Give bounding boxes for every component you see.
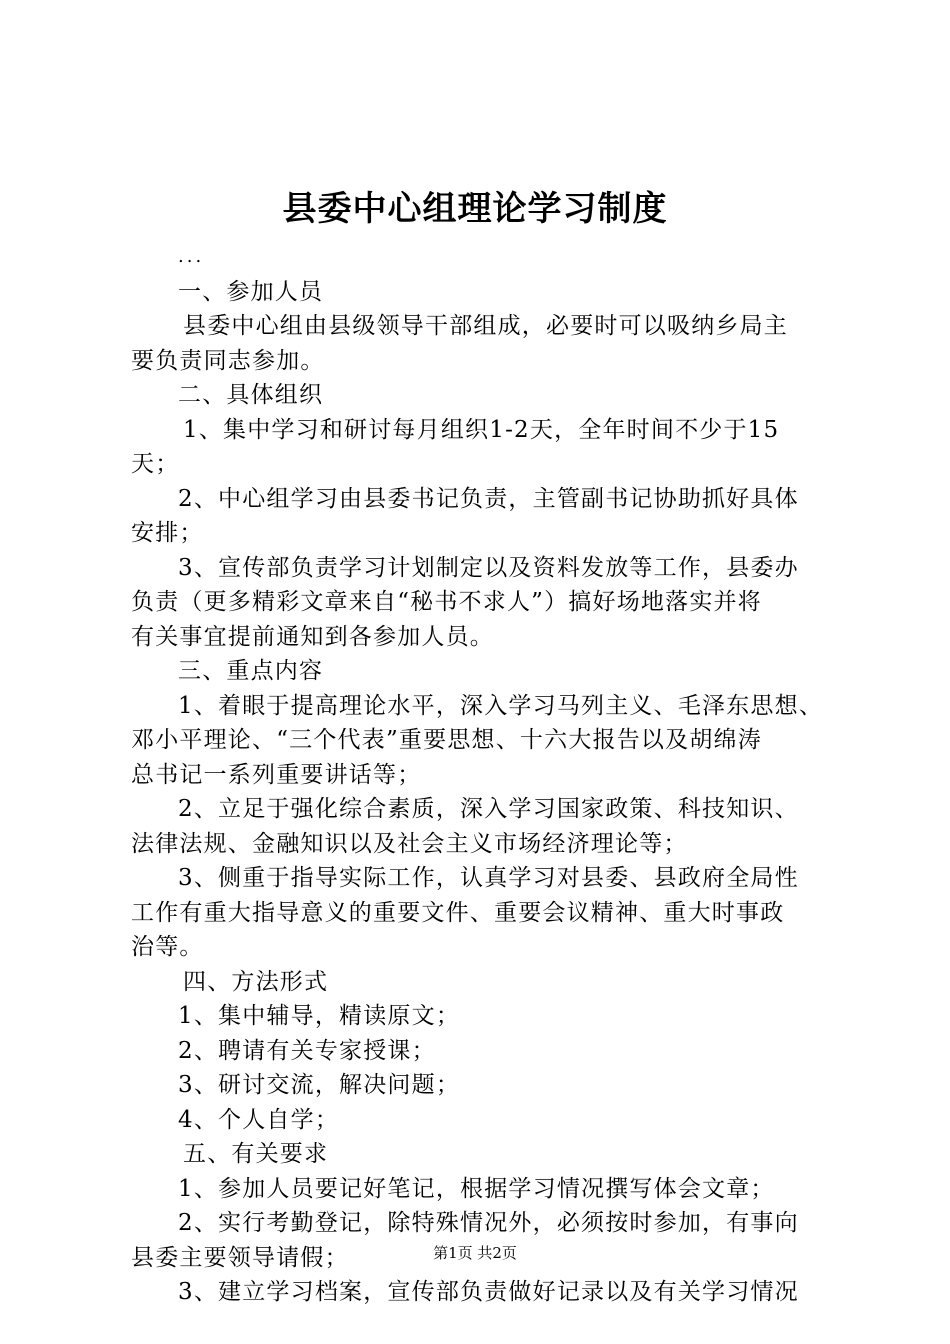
paragraph-line: 3、宣传部负责学习计划制定以及资料发放等工作，县委办 xyxy=(178,554,799,581)
paragraph-line: 邓小平理论、“三个代表”重要思想、十六大报告以及胡绵涛 xyxy=(131,727,762,753)
paragraph-line: 法律法规、金融知识以及社会主义市场经济理论等； xyxy=(131,830,688,857)
paragraph-line: 天； xyxy=(131,451,180,477)
ellipsis-line: ... xyxy=(178,246,205,267)
paragraph-line: 2、实行考勤登记，除特殊情况外，必须按时参加，有事向 xyxy=(178,1210,799,1236)
paragraph-line: 3、建立学习档案，宣传部负责做好记录以及有关学习情况 xyxy=(178,1279,799,1305)
paragraph-line: 总书记一系列重要讲话等； xyxy=(131,761,422,788)
page-footer: 第1页 共2页 xyxy=(433,1244,517,1262)
paragraph-line: 1、集中学习和研讨每月组织1-2天，全年时间不少于15 xyxy=(183,416,780,443)
paragraph-line: 有关事宜提前通知到各参加人员。 xyxy=(131,623,494,650)
paragraph-line: 治等。 xyxy=(131,934,204,960)
paragraph-line: 工作有重大指导意义的重要文件、重要会议精神、重大时事政 xyxy=(131,899,785,926)
section-heading: 一、参加人员 xyxy=(178,278,324,305)
paragraph-line: 要负责同志参加。 xyxy=(131,347,325,374)
section-heading: 四、方法形式 xyxy=(183,968,329,995)
paragraph-line: 2、立足于强化综合素质，深入学习国家政策、科技知识、 xyxy=(178,796,799,822)
list-item: 4、个人自学； xyxy=(178,1106,340,1133)
section-heading: 五、有关要求 xyxy=(183,1141,329,1167)
paragraph-line: 安排； xyxy=(131,520,204,546)
paragraph-line: 县委主要领导请假； xyxy=(131,1244,349,1271)
paragraph-line: 负责（更多精彩文章来自“秘书不求人”）搞好场地落实并将 xyxy=(131,589,762,615)
section-heading: 二、具体组织 xyxy=(178,382,324,408)
paragraph-line: 1、参加人员要记好笔记，根据学习情况撰写体会文章； xyxy=(178,1175,775,1202)
list-item: 1、集中辅导，精读原文； xyxy=(178,1003,461,1029)
paragraph-line: 2、中心组学习由县委书记负责，主管副书记协助抓好具体 xyxy=(178,485,799,512)
document-body xyxy=(131,240,841,1310)
list-item: 3、研讨交流，解决问题； xyxy=(178,1072,461,1098)
list-item: 2、聘请有关专家授课； xyxy=(178,1037,436,1064)
document-title: 县委中心组理论学习制度 xyxy=(282,189,668,229)
paragraph-line: 县委中心组由县级领导干部组成，必要时可以吸纳乡局主 xyxy=(183,313,788,339)
section-heading: 三、重点内容 xyxy=(178,658,324,684)
paragraph-line: 3、侧重于指导实际工作，认真学习对县委、县政府全局性 xyxy=(178,865,799,891)
paragraph-line: 1、着眼于提高理论水平，深入学习马列主义、毛泽东思想、 xyxy=(178,692,824,719)
